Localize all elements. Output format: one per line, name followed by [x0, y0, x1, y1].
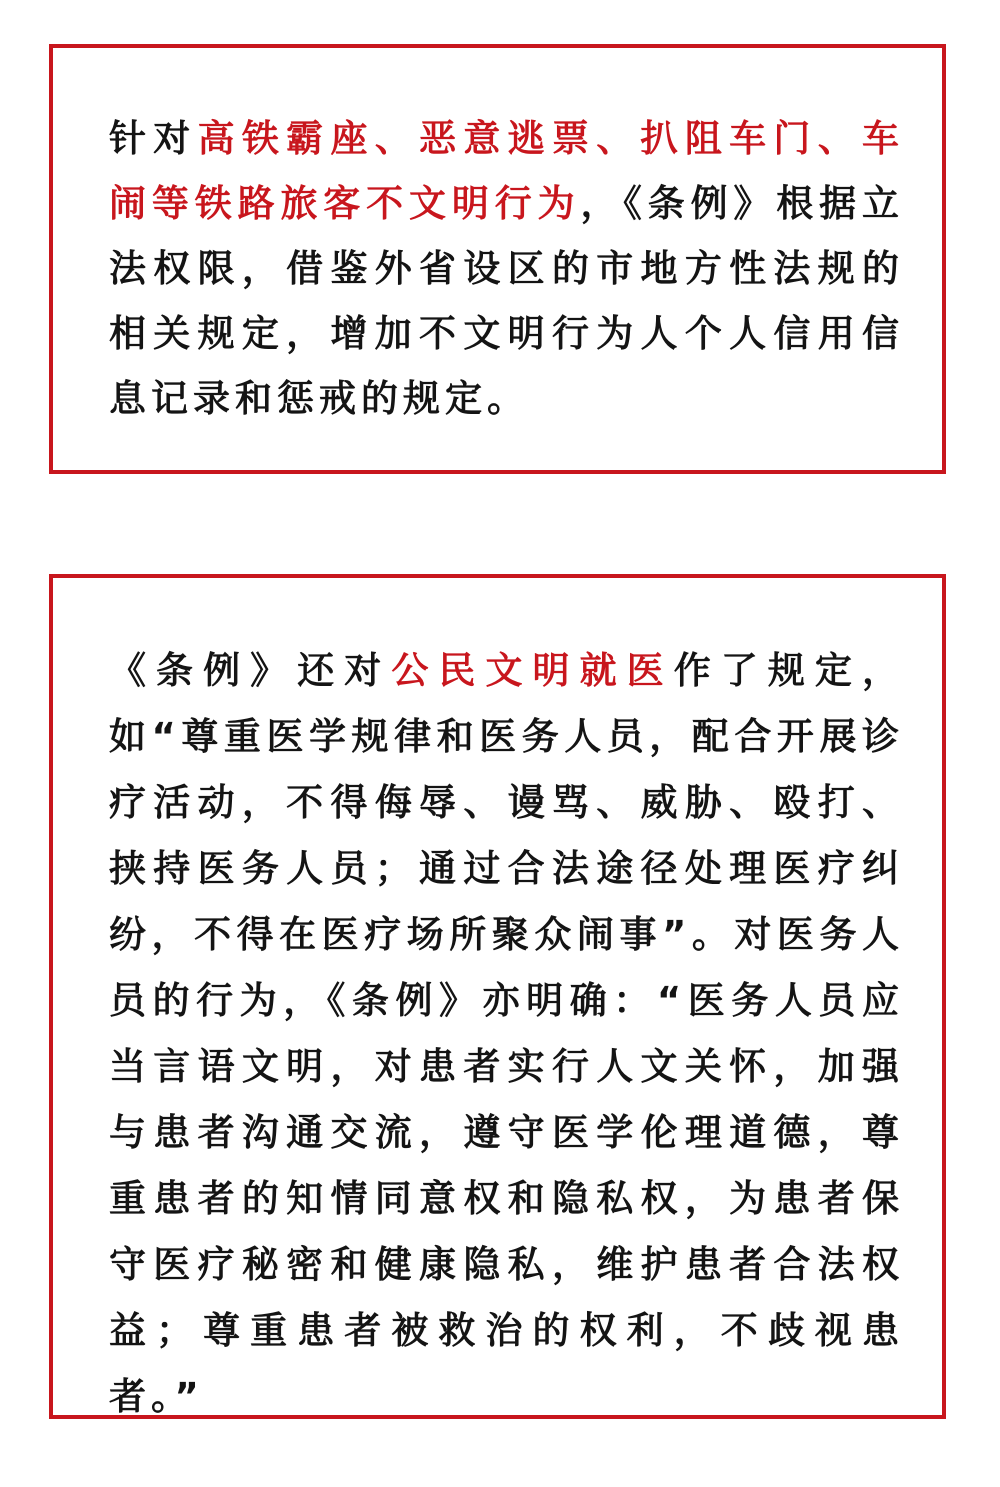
medical-paragraph: [109, 638, 904, 1430]
highlighted-text-segment: 高铁霸座、恶意逃票、扒阻车门、车闹等铁路旅客不文明行为: [109, 117, 905, 225]
highlighted-text-segment: 公民文明就医: [391, 649, 674, 692]
text-segment: 作了规定，如“尊重医学规律和医务人员，配合开展诊疗活动，不得侮辱、谩骂、威胁、殴打、挟持医务人员；通过合法途径处理医疗纠纷，不得在医疗场所聚众闹事”。对医务人员的行为，《条例》亦明确：“医务人员应当言语文明，对患者实行人文关怀，加强与患者沟通交流，遵守医学伦理道德，尊重患者的知情同意权和隐私权，为患者保守医疗秘密和健康隐私，维护患者合法权益；尊重患者被救治的权利，不歧视患者。”: [109, 649, 904, 1418]
notice-box-medical: [49, 574, 946, 1419]
text-segment: 针对: [109, 117, 198, 160]
text-segment: 《条例》还对: [109, 649, 392, 692]
text-segment: ，《条例》根据立法权限，借鉴外省设区的市地方性法规的相关规定，增加不文明行为人个人信用信息记录和惩戒的规定。: [109, 182, 905, 420]
railway-paragraph: [109, 106, 904, 431]
notice-box-railway: [49, 44, 946, 474]
